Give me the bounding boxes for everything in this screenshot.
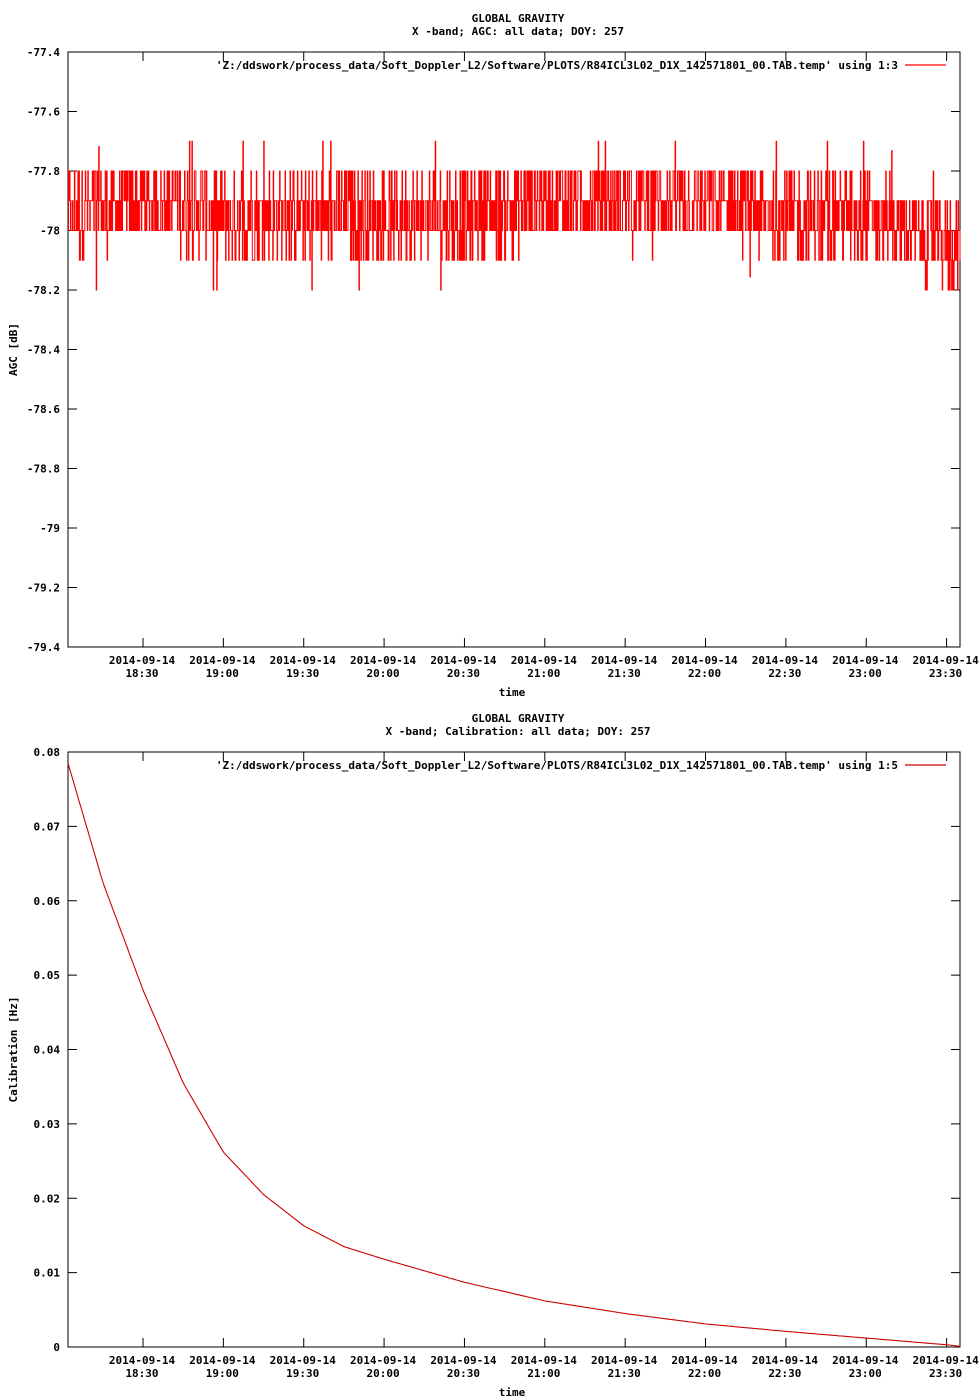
x-tick-date-label: 2014-09-14 <box>591 1354 658 1367</box>
x-tick-date-label: 2014-09-14 <box>189 1354 256 1367</box>
x-tick-time-label: 19:30 <box>286 1367 320 1380</box>
legend-text: 'Z:/ddswork/process_data/Soft_Doppler_L2/Software/PLOTS/R84ICL3L02_D1X_142571801_00.TAB.temp' using 1:5 <box>215 759 898 772</box>
chart-title: GLOBAL GRAVITY <box>471 12 565 25</box>
y-tick-label: -78 <box>40 224 60 238</box>
y-tick-label: 0 <box>53 1341 60 1354</box>
x-tick-date-label: 2014-09-14 <box>751 1354 819 1367</box>
y-tick-label: 0.06 <box>33 894 60 908</box>
x-tick-date-label: 2014-09-14 <box>108 1354 176 1367</box>
x-tick-date-label: 2014-09-14 <box>430 1354 497 1367</box>
x-tick-time-label: 23:30 <box>929 667 963 680</box>
x-tick-time-label: 18:30 <box>125 1367 159 1380</box>
x-tick-date-label: 2014-09-14 <box>591 654 658 667</box>
series-line-calibration <box>68 763 960 1346</box>
x-tick-time-label: 23:30 <box>929 1367 963 1380</box>
x-tick-date-label: 2014-09-14 <box>751 654 819 667</box>
x-axis-label: time <box>498 1386 526 1399</box>
x-tick-time-label: 21:30 <box>607 667 641 680</box>
chart-subtitle: X -band; Calibration: all data; DOY: 257 <box>385 725 651 738</box>
y-tick-label: -78.6 <box>26 403 60 416</box>
y-tick-label: 0.02 <box>33 1192 60 1206</box>
x-tick-time-label: 19:00 <box>205 1367 239 1380</box>
x-tick-time-label: 19:30 <box>286 667 320 680</box>
chart-panel-2 <box>7 712 979 1399</box>
y-tick-label: 0.08 <box>33 746 60 759</box>
x-tick-time-label: 20:30 <box>446 1367 481 1380</box>
x-tick-time-label: 22:30 <box>768 667 802 680</box>
x-tick-date-label: 2014-09-14 <box>430 654 497 667</box>
x-tick-time-label: 23:00 <box>848 1367 882 1380</box>
plot-frame <box>68 752 960 1347</box>
y-tick-label: -79.4 <box>26 641 60 654</box>
y-tick-label: -78.2 <box>26 284 60 297</box>
chart-panel-1 <box>7 12 979 699</box>
y-tick-label: 0.04 <box>33 1043 60 1057</box>
y-tick-label: 0.07 <box>33 820 60 834</box>
x-tick-time-label: 19:00 <box>205 667 239 680</box>
plot-frame <box>68 52 960 647</box>
y-tick-label: -77.8 <box>26 165 60 178</box>
x-tick-time-label: 21:00 <box>527 1367 561 1380</box>
x-axis-label: time <box>498 686 526 699</box>
x-tick-time-label: 21:30 <box>607 1367 641 1380</box>
x-tick-time-label: 21:00 <box>527 667 561 680</box>
x-tick-date-label: 2014-09-14 <box>510 1354 577 1367</box>
series-line-agc <box>68 141 960 290</box>
chart-subtitle: X -band; AGC: all data; DOY: 257 <box>412 25 624 38</box>
x-tick-time-label: 22:00 <box>687 1367 722 1380</box>
x-tick-date-label: 2014-09-14 <box>269 654 336 667</box>
y-tick-label: -78.4 <box>26 343 60 357</box>
x-tick-date-label: 2014-09-14 <box>269 1354 336 1367</box>
chart-title: GLOBAL GRAVITY <box>471 712 565 725</box>
x-tick-date-label: 2014-09-14 <box>912 1354 979 1367</box>
x-tick-time-label: 20:00 <box>366 1367 400 1380</box>
x-tick-time-label: 20:00 <box>366 667 400 680</box>
x-tick-date-label: 2014-09-14 <box>189 654 256 667</box>
y-tick-label: -78.8 <box>26 462 60 476</box>
x-tick-time-label: 20:30 <box>446 667 481 680</box>
y-tick-label: -77.4 <box>26 46 60 59</box>
x-tick-date-label: 2014-09-14 <box>832 654 899 667</box>
y-tick-label: -79 <box>40 522 60 535</box>
x-tick-time-label: 23:00 <box>848 667 882 680</box>
y-axis-label: Calibration [Hz] <box>7 996 20 1103</box>
x-tick-time-label: 22:00 <box>687 667 722 680</box>
x-tick-date-label: 2014-09-14 <box>349 654 417 667</box>
y-tick-label: -77.6 <box>26 105 60 119</box>
x-tick-date-label: 2014-09-14 <box>108 654 176 667</box>
x-tick-date-label: 2014-09-14 <box>510 654 577 667</box>
y-tick-label: 0.05 <box>33 969 60 983</box>
x-tick-time-label: 22:30 <box>768 1367 802 1380</box>
y-tick-label: -79.2 <box>26 581 60 595</box>
x-tick-date-label: 2014-09-14 <box>671 654 738 667</box>
x-tick-time-label: 18:30 <box>125 667 159 680</box>
y-axis-label: AGC [dB] <box>7 323 20 376</box>
x-tick-date-label: 2014-09-14 <box>832 1354 899 1367</box>
legend-text: 'Z:/ddswork/process_data/Soft_Doppler_L2/Software/PLOTS/R84ICL3L02_D1X_142571801_00.TAB.temp' using 1:3 <box>215 59 898 72</box>
x-tick-date-label: 2014-09-14 <box>349 1354 417 1367</box>
y-tick-label: 0.01 <box>33 1266 60 1280</box>
y-tick-label: 0.03 <box>33 1117 60 1131</box>
x-tick-date-label: 2014-09-14 <box>671 1354 738 1367</box>
x-tick-date-label: 2014-09-14 <box>912 654 979 667</box>
